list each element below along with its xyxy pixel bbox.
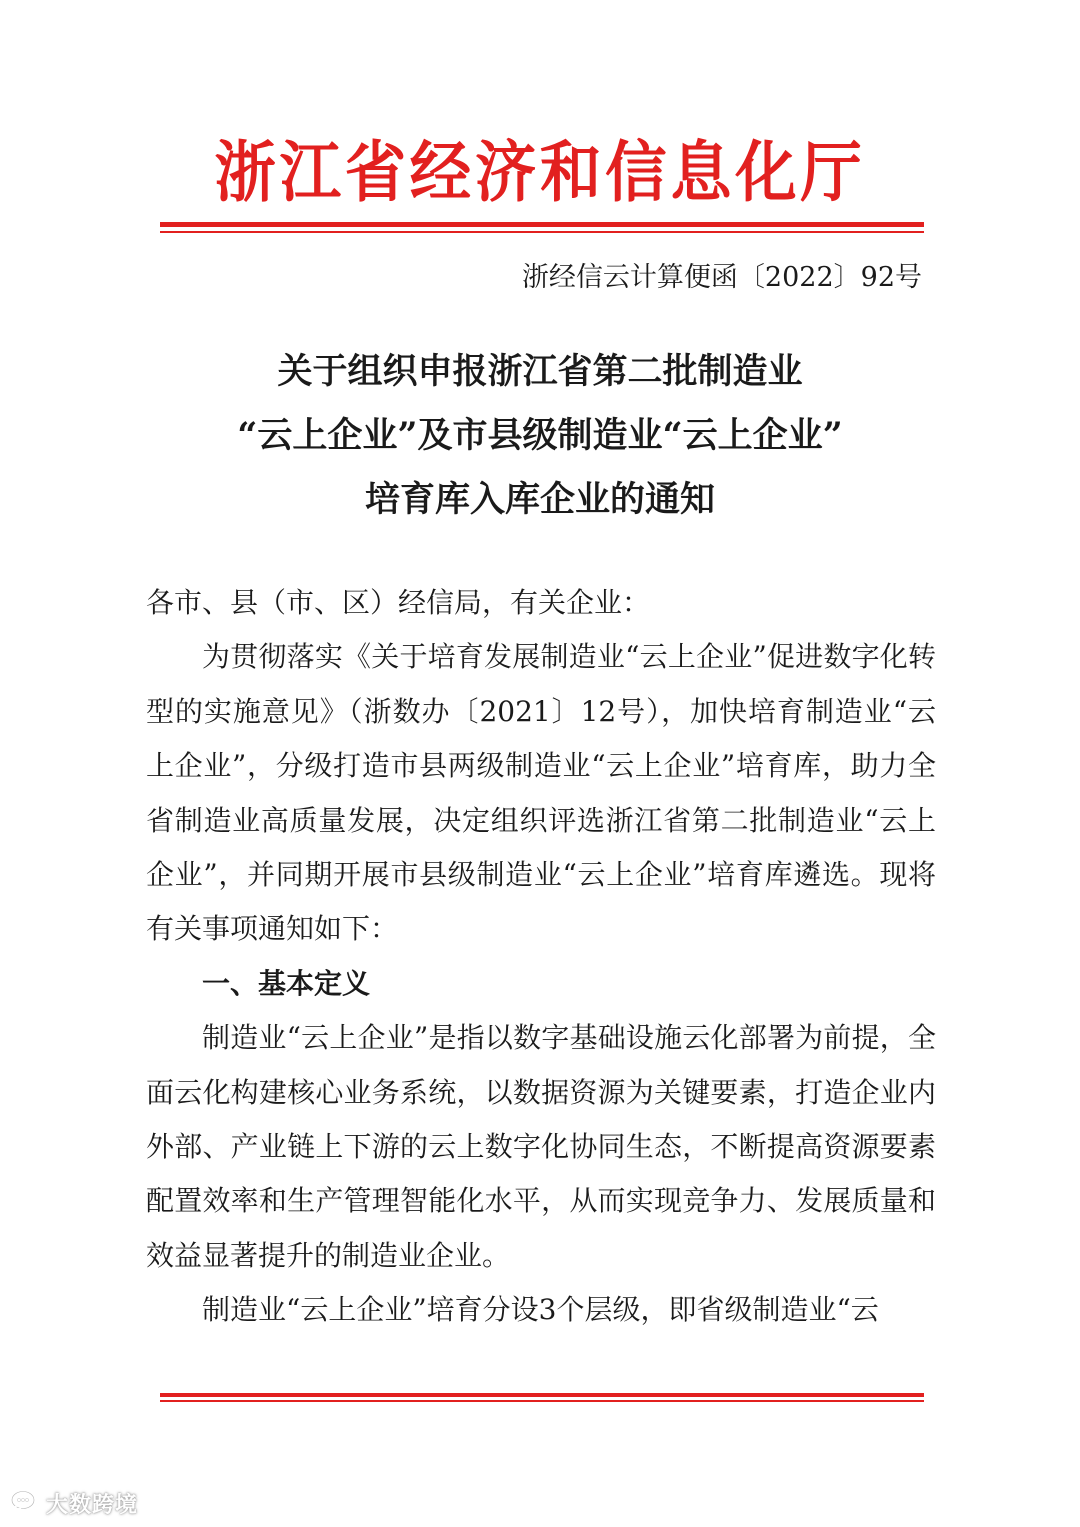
notice-title-line-3: 培育库入库企业的通知: [364, 479, 715, 520]
agency-header-title: 浙江省经济和信息化厅: [214, 134, 866, 211]
watermark-text: 大数跨境: [46, 1493, 139, 1518]
notice-title-line-1: 关于组织申报浙江省第二批制造业: [277, 351, 803, 392]
paragraph-definition: 制造业“云上企业”是指以数字基础设施云化部署为前提，全面云化构建核心业务系统，以数据资源为关键要素，打造企业内外部、产业链上下游的云上数字化协同生态，不断提高资源要素配置效率和生产管理智能化水平，从而实现竞争力、发展质量和效益显著提升的制造业企业。: [146, 1021, 936, 1272]
watermark: [10, 1488, 138, 1519]
header-red-rule-thick: [160, 222, 924, 227]
notice-title-line-2: “云上企业”及市县级制造业“云上企业”: [237, 415, 843, 456]
body-text: [146, 576, 936, 1338]
footer-red-rule-thin: [160, 1400, 924, 1402]
document-number: 浙经信云计算便函〔2022〕92号: [521, 262, 922, 293]
chat-bubble-logo-icon: [10, 1489, 40, 1519]
salutation: 各市、县（市、区）经信局，有关企业：: [146, 586, 651, 619]
notice-title: [140, 340, 940, 532]
paragraph-intro: 为贯彻落实《关于培育发展制造业“云上企业”促进数字化转型的实施意见》（浙数办〔2021〕12号），加快培育制造业“云上企业”，分级打造市县两级制造业“云上企业”培育库，助力全省制造业高质量发展，决定组织评选浙江省第二批制造业“云上企业”，并同期开展市县级制造业“云上企业”培育库遴选。现将有关事项通知如下：: [146, 640, 936, 946]
section-heading-basic-definition: 一、基本定义: [202, 966, 371, 1000]
footer-red-rule-thick: [160, 1393, 924, 1397]
header-red-rule-thin: [160, 231, 924, 233]
paragraph-levels: 制造业“云上企业”培育分设3个层级，即省级制造业“云: [202, 1293, 879, 1327]
